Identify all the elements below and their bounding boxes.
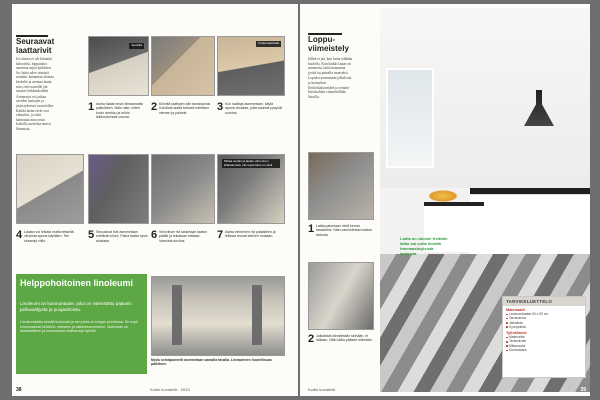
section-header-left: Seuraavat laattarivit [16,37,55,55]
step-number: 6 [151,229,158,241]
footer-left: Kodin kuvalehti · 2013 [150,387,190,392]
final-step-2-caption: Jalkalistat kiinnitetään seinään, ei lattiaan. Näin lattia pääsee elämään. [316,334,373,343]
linoleum-infobox [16,274,147,374]
sidebar-group-title: Materiaalit [506,308,525,312]
final-step-1-photo [308,152,374,220]
intro-paragraph: Jos tilassa ei ole kiinteitä kalusteita, lopputulos aasentaa sujuu kaikkeen. Jos lattia tulee seinästä seinään, kannattaa aloittaa keskeltä ja asentaa laatat niin, että reunoille jää tasaiset leikkuukohdat. [16,57,54,94]
step-4-photo [16,154,84,224]
supplies-sidebar [502,296,586,378]
sidebar-item: Teräsviivain [503,339,585,343]
step-2-photo [151,36,215,96]
step-number: 2 [151,101,158,113]
intro-paragraph: Lopuksi asennetaan jalkalistat ja kynnykset. Keittiökalusteiden ja seinien liitoskohdat viimeistellään listoilla. [308,76,352,99]
sidebar-item: Kynnyslista [503,325,585,329]
left-page [12,4,298,396]
bottom-photo-caption: Myös seinäpaneelit asennetaan samalla tavalla. Lineaarinen huolellisuus palkitsee. [151,358,272,367]
step-7-photo [217,154,285,224]
step-6-caption: Vinoviivan rivi lasketaan laatan päälle ja leikataan mittaan. Varmista sovitus. [159,230,207,243]
page-number-left: 38 [16,387,22,393]
kitchen-photo-caption: Lattia on valmis! Keittiön lattia sai uutta ilmettä harmaasävyisistä laatoista. [400,236,448,256]
step-number: 1 [308,223,315,235]
page-number-right: 39 [580,387,586,393]
photo-tag: Apukiila [131,43,142,47]
sidebar-item: Linoleumilaatat 50 x 50 cm [503,312,585,316]
step-5-photo [88,154,149,224]
step-3-caption: Kun laattoja asennetaan, käytä apuna viivainta, jotta saumat pysyvät suorina. [225,102,283,115]
step-1-caption: Aseta laatat ensin liimaamatta paikoilleen. Näin näet, miten kuvio asettuu ja mihin leikkuukohdat osuvat. [96,102,143,119]
bottom-photo [151,276,285,356]
step-number: 3 [217,101,224,113]
step-5-caption: Seuraavat rivit asennetaan edellisiin kiinni. Paina laatat hyvin alustaan. [96,230,148,243]
step-number: 4 [16,229,23,241]
infobox-title: Helppohoitoinen linoleumi [20,278,133,288]
step-3-photo [217,36,285,96]
photo-tag: Pohjamateriaali [258,41,279,45]
window-shape [386,68,434,168]
sidebar-item: Tarranauha [503,316,585,320]
fruit-bowl-shape [428,190,458,202]
infobox-body: Linoleumilattia kestää kulutusta ja sen pinta on helppo puhdistaa. Se sopii erinomaisesti keittiöön, eteiseen ja lastenhuoneeseen. Materiaali on antistaattinen ja luonnostaan bakteereja hylkivä. [20,320,138,334]
step-number: 1 [88,101,95,113]
step-4-caption: Laatan voi leikata mattoveitsellä viivainta apuna käyttäen. Tee useampi viilto. [24,230,74,243]
footer-right: Kodin kuvalehti [308,387,336,392]
step-number: 5 [88,229,95,241]
intro-paragraph: Asennusta voi jatkaa useiden laattojen ja järjestyksessä vuorotellen. Kaikki laatat eivät sovi valmiiksi, ja siksi kannattaa aina ensin kokeilla asettelua ennen liimausta. [16,94,54,131]
sidebar-item: Jalkalista [503,321,585,325]
final-step-1-caption: Lattia painetaan vielä kerran tasaiseksi. Näin varmistetaan laatan tartunta. [316,224,373,237]
step-number: 2 [308,333,315,345]
intro-paragraph: Jälkiä ei jää, kun lattia tehdään huolella. Kun kaikki laatat on asennettu, lattia kannattaa jyrätä tai painella tasaiseksi. [308,57,353,75]
infobox-lead: Linoleumi on luonnontuote, joka on valmistettu pääosin pellavaöljystä ja puujauhoista. [20,301,132,312]
step-7-caption: Aseta viimeinen rivi paikalleen ja leikkaa reunat seinien mukaan. [225,230,276,239]
step-1-photo [88,36,149,96]
cabinet-shape [172,285,182,345]
sidebar-group-title: Työvälineet [506,331,527,336]
sidebar-title: TARVIKELUETTELO [503,297,585,306]
intro-text-right [308,57,354,147]
step-6-photo [151,154,215,224]
cabinet-shape [252,285,262,345]
step-number: 7 [217,229,224,241]
photo-note: Mittaa seinän ja laatan väli ennen leikkaamista, niin lopputulos on siisti. [222,159,280,168]
cabinets-shape [470,194,590,254]
sidebar-item: Mattoveitsi [503,335,585,339]
section-header-right: Loppu-viimeistely [308,35,349,53]
step-2-caption: Kiinnitä laattojen alle tarranauhat. Kohdista laatta tarkasti edellisen viereen ja painele. [159,102,211,115]
right-page [300,4,590,396]
final-step-2-photo [308,262,374,330]
sidebar-item: Kumivasara [503,348,585,352]
sidebar-item: Mittanauha [503,344,585,348]
